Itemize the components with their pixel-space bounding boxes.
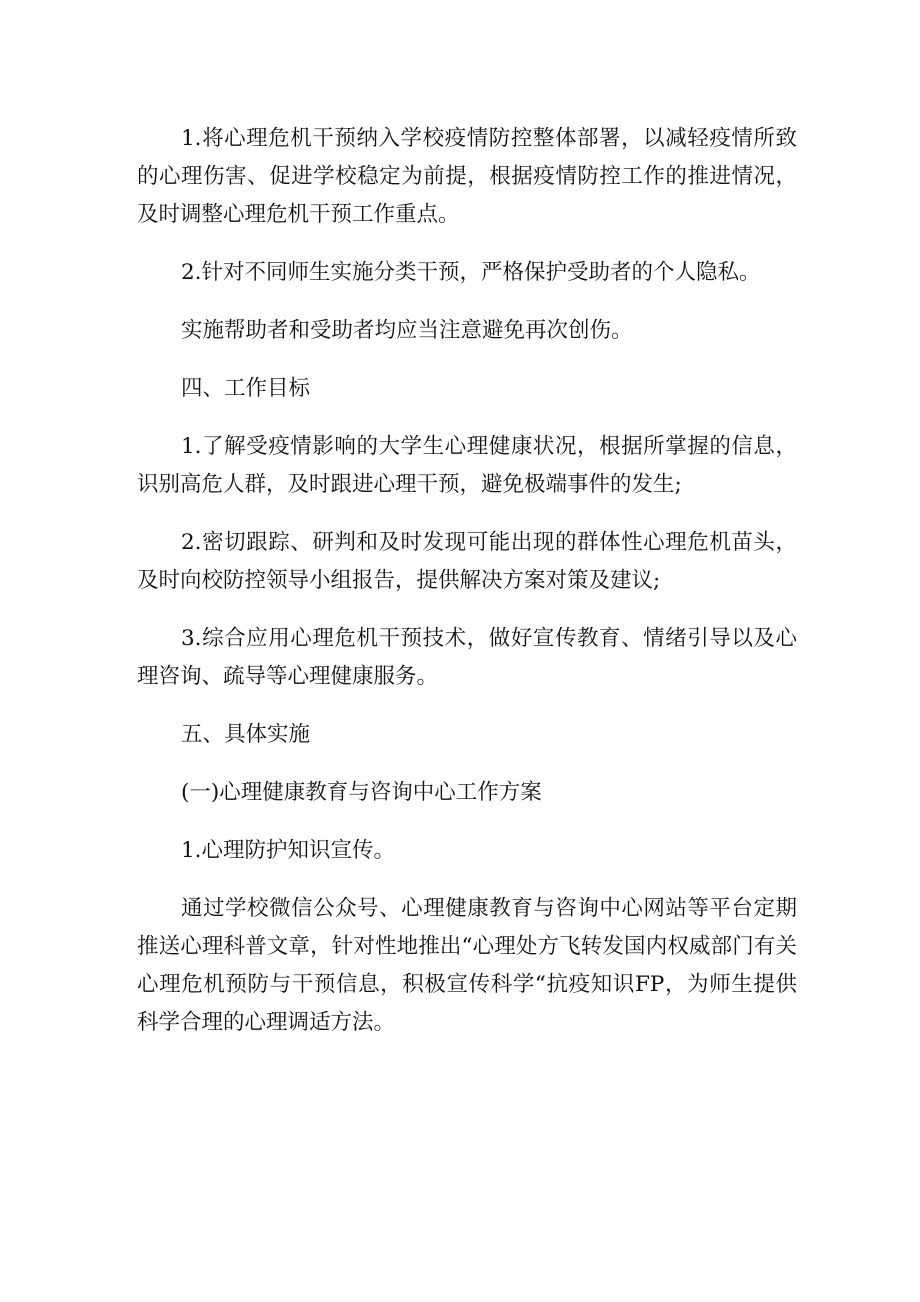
paragraph-publicity-details: 通过学校微信公众号、心理健康教育与咨询中心网站等平台定期推送心理科普文章，针对性地推出“心理处方飞转发国内权威部门有关心理危机预防与干预信息，积极宣传科学“抗疫知识FP，为师生提供科学合理的心理调适方法。: [137, 896, 797, 1035]
paragraph-principle-1: 1.将心理危机干预纳入学校疫情防控整体部署，以减轻疫情所致的心理伤害、促进学校稳定为前提，根据疫情防控工作的推进情况，及时调整心理危机干预工作重点。: [137, 126, 797, 227]
document-body: [137, 120, 797, 1062]
item-heading-knowledge-publicity: 1.心理防护知识宣传。: [181, 838, 396, 863]
section-heading-implementation: 五、具体实施: [181, 722, 311, 747]
subsection-heading-center-plan: (一)心理健康教育与咨询中心工作方案: [181, 780, 542, 805]
section-heading-goals: 四、工作目标: [181, 376, 311, 401]
paragraph-goal-3: 3.综合应用心理危机干预技术，做好宣传教育、情绪引导以及心理咨询、疏导等心理健康服务。: [137, 626, 797, 689]
paragraph-goal-2: 2.密切跟踪、研判和及时发现可能出现的群体性心理危机苗头，及时向校防控领导小组报告，提供解决方案对策及建议;: [137, 530, 797, 593]
paragraph-principle-note: 实施帮助者和受助者均应当注意避免再次创伤。: [181, 318, 633, 343]
paragraph-principle-2: 2.针对不同师生实施分类干预，严格保护受助者的个人隐私。: [181, 260, 761, 285]
paragraph-goal-1: 1.了解受疫情影响的大学生心理健康状况，根据所掌握的信息，识别高危人群，及时跟进心理干预，避免极端事件的发生;: [137, 434, 797, 497]
